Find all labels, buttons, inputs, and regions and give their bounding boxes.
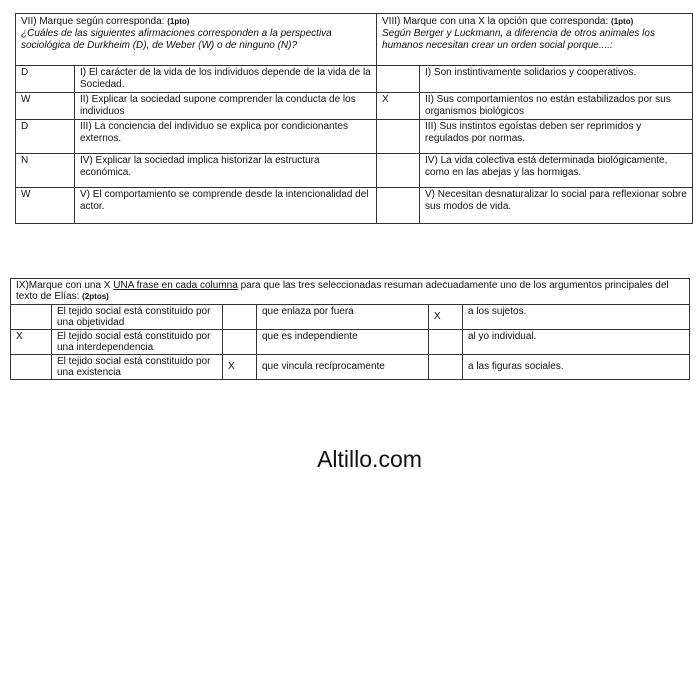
section-vii-points: (1pto) <box>167 17 190 26</box>
mark-cell <box>377 188 420 224</box>
section-viii-header <box>377 14 693 66</box>
section-viii-question: Según Berger y Luckmann, a diferencia de otros animales los humanos necesitan crear un orden social porque....: <box>382 28 655 51</box>
section-vii-title: VII) Marque según corresponda: <box>21 16 165 27</box>
table-row <box>11 330 690 355</box>
section-viii-points: (1pto) <box>611 17 634 26</box>
answer-cell: D <box>16 66 75 93</box>
option-cell: I) Son instintivamente solidarios y cooperativos. <box>420 66 693 93</box>
section-ix-title-a: IX)Marque con una X <box>16 280 114 291</box>
section-ix-points: (2ptos) <box>82 292 109 301</box>
table-row <box>16 188 693 224</box>
phrase-cell: que es independiente <box>257 330 429 355</box>
answer-cell: N <box>16 154 75 188</box>
table-row <box>16 66 693 93</box>
mark-cell: X <box>429 305 463 330</box>
phrase-cell: El tejido social está constituido por una objetividad <box>52 305 223 330</box>
table-row <box>11 305 690 330</box>
answer-cell: W <box>16 93 75 120</box>
phrase-cell: que vincula recíprocamente <box>257 355 429 380</box>
statement-cell: V) El comportamiento se comprende desde la intencionalidad del actor. <box>75 188 377 224</box>
mark-cell <box>11 355 52 380</box>
phrase-cell: a las figuras sociales. <box>463 355 690 380</box>
table-row <box>16 93 693 120</box>
statement-cell: II) Explicar la sociedad supone comprender la conducta de los individuos <box>75 93 377 120</box>
option-cell: V) Necesitan desnaturalizar lo social para reflexionar sobre sus modos de vida. <box>420 188 693 224</box>
section-ix-header <box>11 279 690 305</box>
table-row <box>16 120 693 154</box>
statement-cell: IV) Explicar la sociedad implica historizar la estructura económica. <box>75 154 377 188</box>
section-vii-question: ¿Cuáles de las siguientes afirmaciones corresponden a la perspectiva sociológica de Durkheim (D), de Weber (W) o de ninguno (N)? <box>21 28 332 51</box>
phrase-cell: El tejido social está constituido por una interdependencia <box>52 330 223 355</box>
section-vii-header <box>16 14 377 66</box>
questions-vii-viii-table <box>15 13 693 224</box>
phrase-cell: al yo individual. <box>463 330 690 355</box>
mark-cell: X <box>11 330 52 355</box>
phrase-cell: que enlaza por fuera <box>257 305 429 330</box>
table-row <box>11 355 690 380</box>
statement-cell: III) La conciencia del individuo se explica por condicionantes externos. <box>75 120 377 154</box>
mark-cell <box>223 305 257 330</box>
mark-cell <box>429 330 463 355</box>
statement-cell: I) El carácter de la vida de los individuos depende de la vida de la Sociedad. <box>75 66 377 93</box>
phrase-cell: El tejido social está constituido por una existencia <box>52 355 223 380</box>
mark-cell: X <box>377 93 420 120</box>
mark-cell <box>377 120 420 154</box>
option-cell: III) Sus instintos egoístas deben ser reprimidos y regulados por normas. <box>420 120 693 154</box>
site-watermark: Altillo.com <box>317 446 422 472</box>
mark-cell <box>223 330 257 355</box>
mark-cell <box>429 355 463 380</box>
table-row <box>16 154 693 188</box>
option-cell: IV) La vida colectiva está determinada biológicamente, como en las abejas y las hormigas. <box>420 154 693 188</box>
mark-cell <box>11 305 52 330</box>
section-ix-title-underlined: UNA frase en cada columna <box>113 280 238 291</box>
question-ix-table <box>10 278 690 380</box>
mark-cell <box>377 66 420 93</box>
section-ix-title-b: para que las tres seleccionadas resuman adecuadamente uno de los argumentos principales del texto de Elías: <box>16 280 669 302</box>
option-cell: II) Sus comportamientos no están estabilizados por sus organismos biológicos <box>420 93 693 120</box>
answer-cell: W <box>16 188 75 224</box>
answer-cell: D <box>16 120 75 154</box>
phrase-cell: a los sujetos. <box>463 305 690 330</box>
section-viii-title: VIII) Marque con una X la opción que corresponda: <box>382 16 609 27</box>
mark-cell: X <box>223 355 257 380</box>
mark-cell <box>377 154 420 188</box>
